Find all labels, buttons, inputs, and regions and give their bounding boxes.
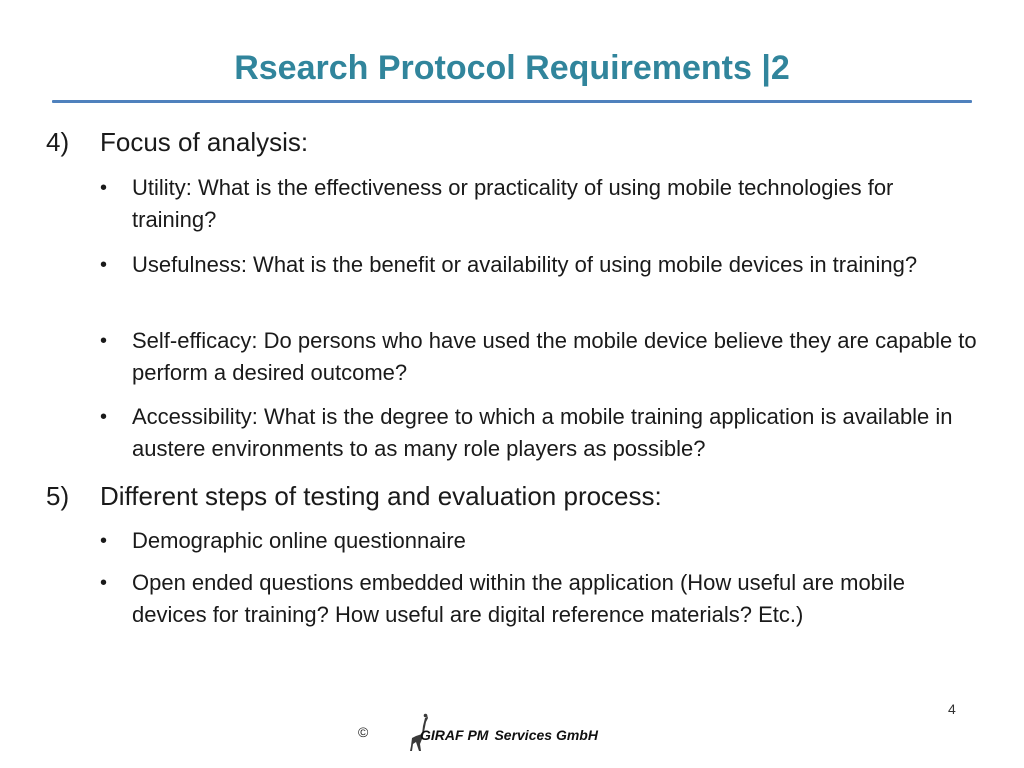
- bullet-text: Utility: What is the effectiveness or practicality of using mobile technologies for training?: [132, 175, 894, 232]
- bullet-text: Usefulness: What is the benefit or availability of using mobile devices in training?: [132, 252, 918, 277]
- bullet-text: Demographic online questionnaire: [132, 528, 466, 553]
- bullet-marker: •: [100, 254, 108, 276]
- brand-name: GIRAF PM: [420, 727, 489, 743]
- bullet-marker: •: [100, 572, 108, 594]
- brand-logo: [420, 727, 598, 743]
- bullet-marker: •: [100, 530, 108, 552]
- footer: [358, 712, 658, 752]
- item-heading: Different steps of testing and evaluation process:: [100, 481, 662, 511]
- bullet-text: Self-efficacy: Do persons who have used the mobile device believe they are capable to perform a desired outcome?: [132, 328, 977, 385]
- bullet-text: Open ended questions embedded within the application (How useful are mobile devices for training? How useful are digital reference materials? Etc.): [132, 570, 905, 627]
- copyright-symbol: ©: [358, 724, 369, 740]
- item-number: 4): [46, 127, 70, 157]
- item-heading: Focus of analysis:: [100, 127, 309, 157]
- bullet-marker: •: [100, 406, 108, 428]
- bullet-marker: •: [100, 330, 108, 352]
- brand-services: Services GmbH: [494, 727, 598, 743]
- slide-title: Rsearch Protocol Requirements |2: [234, 49, 790, 87]
- page-number: 4: [948, 701, 956, 717]
- title-underline: [52, 100, 972, 103]
- bullet-marker: •: [100, 177, 108, 199]
- bullet-text: Accessibility: What is the degree to which a mobile training application is available in austere environments to as many role players as possible?: [132, 404, 953, 461]
- item-number: 5): [46, 481, 70, 511]
